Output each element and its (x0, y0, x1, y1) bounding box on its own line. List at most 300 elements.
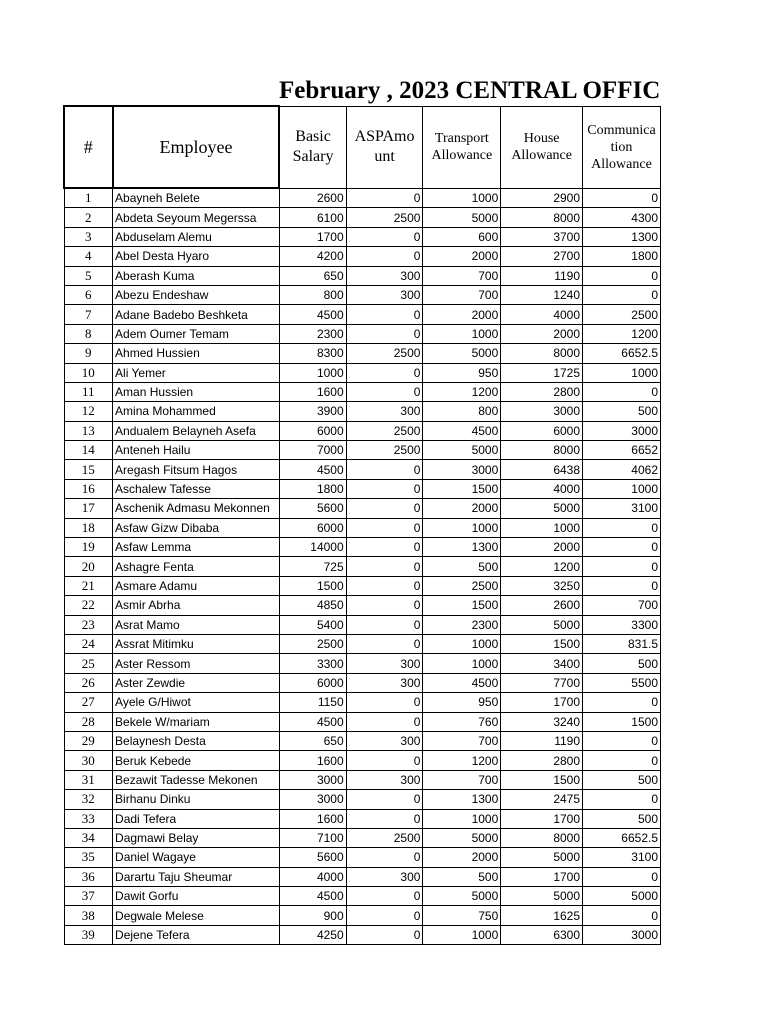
communication-allowance-cell: 1000 (583, 479, 661, 498)
row-number: 4 (64, 247, 113, 266)
asp-amount-cell: 0 (346, 305, 423, 324)
employee-name: Abezu Endeshaw (113, 285, 280, 304)
table-row (64, 615, 661, 634)
transport-allowance-cell: 700 (423, 266, 501, 285)
employee-name: Aster Ressom (113, 654, 280, 673)
table-row (64, 363, 661, 382)
table-row (64, 673, 661, 692)
header-employee: Employee (113, 106, 280, 188)
employee-name: Aberash Kuma (113, 266, 280, 285)
table-row (64, 925, 661, 944)
table-row (64, 790, 661, 809)
communication-allowance-cell: 2500 (583, 305, 661, 324)
house-allowance-cell: 2800 (501, 751, 583, 770)
house-allowance-cell: 3700 (501, 227, 583, 246)
house-allowance-cell: 6000 (501, 421, 583, 440)
header-basic-salary: Basic Salary (279, 106, 346, 188)
communication-allowance-cell: 0 (583, 731, 661, 750)
basic-salary-cell: 6000 (279, 518, 346, 537)
table-row (64, 421, 661, 440)
house-allowance-cell: 2800 (501, 382, 583, 401)
row-number: 33 (64, 809, 113, 828)
table-row (64, 828, 661, 847)
transport-allowance-cell: 1000 (423, 809, 501, 828)
asp-amount-cell: 0 (346, 693, 423, 712)
house-allowance-cell: 3250 (501, 576, 583, 595)
employee-name: Ahmed Hussien (113, 344, 280, 363)
basic-salary-cell: 4500 (279, 712, 346, 731)
employee-name: Daniel Wagaye (113, 848, 280, 867)
communication-allowance-cell: 500 (583, 402, 661, 421)
row-number: 5 (64, 266, 113, 285)
row-number: 24 (64, 634, 113, 653)
transport-allowance-cell: 1000 (423, 188, 501, 208)
table-row (64, 693, 661, 712)
employee-name: Andualem Belayneh Asefa (113, 421, 280, 440)
transport-allowance-cell: 1500 (423, 596, 501, 615)
row-number: 21 (64, 576, 113, 595)
basic-salary-cell: 1000 (279, 363, 346, 382)
employee-name: Abdeta Seyoum Megerssa (113, 208, 280, 227)
asp-amount-cell: 0 (346, 382, 423, 401)
table-row (64, 538, 661, 557)
transport-allowance-cell: 3000 (423, 460, 501, 479)
table-row (64, 809, 661, 828)
table-row (64, 751, 661, 770)
transport-allowance-cell: 1200 (423, 382, 501, 401)
table-row (64, 247, 661, 266)
asp-amount-cell: 0 (346, 460, 423, 479)
employee-name: Assrat Mitimku (113, 634, 280, 653)
transport-allowance-cell: 5000 (423, 887, 501, 906)
transport-allowance-cell: 1300 (423, 790, 501, 809)
communication-allowance-cell: 500 (583, 654, 661, 673)
employee-name: Amina Mohammed (113, 402, 280, 421)
transport-allowance-cell: 5000 (423, 208, 501, 227)
asp-amount-cell: 0 (346, 790, 423, 809)
table-row (64, 770, 661, 789)
communication-allowance-cell: 0 (583, 518, 661, 537)
table-row (64, 712, 661, 731)
transport-allowance-cell: 4500 (423, 421, 501, 440)
communication-allowance-cell: 500 (583, 809, 661, 828)
transport-allowance-cell: 500 (423, 557, 501, 576)
employee-name: Adem Oumer Temam (113, 324, 280, 343)
house-allowance-cell: 2000 (501, 538, 583, 557)
basic-salary-cell: 7100 (279, 828, 346, 847)
row-number: 26 (64, 673, 113, 692)
table-row (64, 324, 661, 343)
house-allowance-cell: 5000 (501, 848, 583, 867)
employee-name: Birhanu Dinku (113, 790, 280, 809)
header-communication-allowance: Communica tion Allowance (583, 106, 661, 188)
asp-amount-cell: 0 (346, 751, 423, 770)
row-number: 18 (64, 518, 113, 537)
asp-amount-cell: 0 (346, 188, 423, 208)
communication-allowance-cell: 0 (583, 285, 661, 304)
house-allowance-cell: 4000 (501, 305, 583, 324)
employee-name: Aster Zewdie (113, 673, 280, 692)
communication-allowance-cell: 0 (583, 751, 661, 770)
communication-allowance-cell: 5000 (583, 887, 661, 906)
basic-salary-cell: 4850 (279, 596, 346, 615)
employee-name: Asmir Abrha (113, 596, 280, 615)
row-number: 6 (64, 285, 113, 304)
house-allowance-cell: 2900 (501, 188, 583, 208)
header-transport-allowance: Transport Allowance (423, 106, 501, 188)
house-allowance-cell: 3240 (501, 712, 583, 731)
employee-name: Asfaw Lemma (113, 538, 280, 557)
house-allowance-cell: 1625 (501, 906, 583, 925)
row-number: 13 (64, 421, 113, 440)
basic-salary-cell: 3300 (279, 654, 346, 673)
asp-amount-cell: 0 (346, 925, 423, 944)
table-row (64, 848, 661, 867)
table-row (64, 518, 661, 537)
basic-salary-cell: 4500 (279, 887, 346, 906)
asp-amount-cell: 0 (346, 848, 423, 867)
transport-allowance-cell: 700 (423, 770, 501, 789)
house-allowance-cell: 5000 (501, 499, 583, 518)
row-number: 11 (64, 382, 113, 401)
basic-salary-cell: 1500 (279, 576, 346, 595)
transport-allowance-cell: 2000 (423, 247, 501, 266)
house-allowance-cell: 5000 (501, 887, 583, 906)
employee-name: Anteneh Hailu (113, 441, 280, 460)
employee-name: Beruk Kebede (113, 751, 280, 770)
employee-name: Dagmawi Belay (113, 828, 280, 847)
basic-salary-cell: 3900 (279, 402, 346, 421)
transport-allowance-cell: 2000 (423, 499, 501, 518)
employee-name: Abayneh Belete (113, 188, 280, 208)
table-row (64, 460, 661, 479)
asp-amount-cell: 300 (346, 266, 423, 285)
asp-amount-cell: 300 (346, 673, 423, 692)
asp-amount-cell: 2500 (346, 421, 423, 440)
asp-amount-cell: 2500 (346, 208, 423, 227)
employee-name: Ayele G/Hiwot (113, 693, 280, 712)
house-allowance-cell: 1500 (501, 634, 583, 653)
table-row (64, 654, 661, 673)
communication-allowance-cell: 6652.5 (583, 828, 661, 847)
basic-salary-cell: 2300 (279, 324, 346, 343)
communication-allowance-cell: 0 (583, 867, 661, 886)
communication-allowance-cell: 6652.5 (583, 344, 661, 363)
communication-allowance-cell: 3100 (583, 848, 661, 867)
communication-allowance-cell: 1500 (583, 712, 661, 731)
table-row (64, 208, 661, 227)
transport-allowance-cell: 950 (423, 363, 501, 382)
house-allowance-cell: 4000 (501, 479, 583, 498)
basic-salary-cell: 4200 (279, 247, 346, 266)
basic-salary-cell: 1600 (279, 382, 346, 401)
house-allowance-cell: 1500 (501, 770, 583, 789)
transport-allowance-cell: 2000 (423, 848, 501, 867)
table-row (64, 596, 661, 615)
row-number: 30 (64, 751, 113, 770)
employee-name: Aschenik Admasu Mekonnen (113, 499, 280, 518)
transport-allowance-cell: 600 (423, 227, 501, 246)
table-row (64, 266, 661, 285)
house-allowance-cell: 1700 (501, 809, 583, 828)
basic-salary-cell: 1800 (279, 479, 346, 498)
basic-salary-cell: 2500 (279, 634, 346, 653)
transport-allowance-cell: 950 (423, 693, 501, 712)
house-allowance-cell: 2475 (501, 790, 583, 809)
table-row (64, 305, 661, 324)
header-house-allowance: House Allowance (501, 106, 583, 188)
house-allowance-cell: 2700 (501, 247, 583, 266)
basic-salary-cell: 4500 (279, 460, 346, 479)
asp-amount-cell: 0 (346, 479, 423, 498)
communication-allowance-cell: 0 (583, 538, 661, 557)
row-number: 22 (64, 596, 113, 615)
transport-allowance-cell: 2000 (423, 305, 501, 324)
basic-salary-cell: 1700 (279, 227, 346, 246)
employee-name: Belaynesh Desta (113, 731, 280, 750)
house-allowance-cell: 1200 (501, 557, 583, 576)
basic-salary-cell: 4250 (279, 925, 346, 944)
basic-salary-cell: 2600 (279, 188, 346, 208)
row-number: 3 (64, 227, 113, 246)
employee-name: Asrat Mamo (113, 615, 280, 634)
row-number: 38 (64, 906, 113, 925)
basic-salary-cell: 900 (279, 906, 346, 925)
asp-amount-cell: 0 (346, 634, 423, 653)
transport-allowance-cell: 2500 (423, 576, 501, 595)
house-allowance-cell: 8000 (501, 344, 583, 363)
communication-allowance-cell: 831.5 (583, 634, 661, 653)
transport-allowance-cell: 1500 (423, 479, 501, 498)
communication-allowance-cell: 3000 (583, 925, 661, 944)
transport-allowance-cell: 1000 (423, 518, 501, 537)
header-number: # (64, 106, 113, 188)
employee-name: Aregash Fitsum Hagos (113, 460, 280, 479)
asp-amount-cell: 0 (346, 518, 423, 537)
basic-salary-cell: 650 (279, 731, 346, 750)
row-number: 25 (64, 654, 113, 673)
row-number: 31 (64, 770, 113, 789)
basic-salary-cell: 1600 (279, 751, 346, 770)
transport-allowance-cell: 500 (423, 867, 501, 886)
house-allowance-cell: 6438 (501, 460, 583, 479)
row-number: 36 (64, 867, 113, 886)
basic-salary-cell: 5400 (279, 615, 346, 634)
transport-allowance-cell: 800 (423, 402, 501, 421)
table-row (64, 285, 661, 304)
communication-allowance-cell: 0 (583, 266, 661, 285)
basic-salary-cell: 4500 (279, 305, 346, 324)
table-row (64, 557, 661, 576)
basic-salary-cell: 4000 (279, 867, 346, 886)
employee-name: Bekele W/mariam (113, 712, 280, 731)
asp-amount-cell: 0 (346, 227, 423, 246)
communication-allowance-cell: 3000 (583, 421, 661, 440)
asp-amount-cell: 0 (346, 906, 423, 925)
basic-salary-cell: 3000 (279, 770, 346, 789)
row-number: 1 (64, 188, 113, 208)
communication-allowance-cell: 0 (583, 188, 661, 208)
transport-allowance-cell: 1000 (423, 654, 501, 673)
transport-allowance-cell: 700 (423, 285, 501, 304)
transport-allowance-cell: 1300 (423, 538, 501, 557)
row-number: 7 (64, 305, 113, 324)
basic-salary-cell: 8300 (279, 344, 346, 363)
basic-salary-cell: 725 (279, 557, 346, 576)
house-allowance-cell: 1725 (501, 363, 583, 382)
transport-allowance-cell: 750 (423, 906, 501, 925)
employee-name: Abduselam Alemu (113, 227, 280, 246)
table-row (64, 382, 661, 401)
transport-allowance-cell: 1000 (423, 324, 501, 343)
row-number: 10 (64, 363, 113, 382)
basic-salary-cell: 1600 (279, 809, 346, 828)
asp-amount-cell: 0 (346, 576, 423, 595)
row-number: 2 (64, 208, 113, 227)
employee-name: Aschalew Tafesse (113, 479, 280, 498)
asp-amount-cell: 0 (346, 887, 423, 906)
payroll-table (63, 105, 661, 945)
asp-amount-cell: 300 (346, 654, 423, 673)
communication-allowance-cell: 1800 (583, 247, 661, 266)
asp-amount-cell: 300 (346, 731, 423, 750)
row-number: 37 (64, 887, 113, 906)
table-row (64, 479, 661, 498)
transport-allowance-cell: 5000 (423, 828, 501, 847)
row-number: 39 (64, 925, 113, 944)
communication-allowance-cell: 0 (583, 906, 661, 925)
basic-salary-cell: 1150 (279, 693, 346, 712)
basic-salary-cell: 3000 (279, 790, 346, 809)
asp-amount-cell: 0 (346, 247, 423, 266)
employee-name: Degwale Melese (113, 906, 280, 925)
asp-amount-cell: 0 (346, 538, 423, 557)
table-row (64, 441, 661, 460)
basic-salary-cell: 7000 (279, 441, 346, 460)
asp-amount-cell: 0 (346, 324, 423, 343)
asp-amount-cell: 0 (346, 809, 423, 828)
house-allowance-cell: 6300 (501, 925, 583, 944)
house-allowance-cell: 3400 (501, 654, 583, 673)
spreadsheet-page (63, 70, 661, 950)
asp-amount-cell: 0 (346, 596, 423, 615)
asp-amount-cell: 0 (346, 712, 423, 731)
basic-salary-cell: 650 (279, 266, 346, 285)
transport-allowance-cell: 2300 (423, 615, 501, 634)
communication-allowance-cell: 6652 (583, 441, 661, 460)
basic-salary-cell: 6000 (279, 673, 346, 692)
employee-name: Abel Desta Hyaro (113, 247, 280, 266)
house-allowance-cell: 1240 (501, 285, 583, 304)
asp-amount-cell: 0 (346, 557, 423, 576)
table-row (64, 576, 661, 595)
asp-amount-cell: 300 (346, 402, 423, 421)
asp-amount-cell: 0 (346, 363, 423, 382)
house-allowance-cell: 8000 (501, 441, 583, 460)
communication-allowance-cell: 0 (583, 790, 661, 809)
asp-amount-cell: 0 (346, 499, 423, 518)
asp-amount-cell: 300 (346, 285, 423, 304)
house-allowance-cell: 3000 (501, 402, 583, 421)
table-row (64, 402, 661, 421)
row-number: 14 (64, 441, 113, 460)
employee-name: Dejene Tefera (113, 925, 280, 944)
basic-salary-cell: 800 (279, 285, 346, 304)
basic-salary-cell: 14000 (279, 538, 346, 557)
asp-amount-cell: 300 (346, 867, 423, 886)
basic-salary-cell: 6000 (279, 421, 346, 440)
house-allowance-cell: 8000 (501, 208, 583, 227)
communication-allowance-cell: 0 (583, 576, 661, 595)
table-row (64, 887, 661, 906)
table-row (64, 867, 661, 886)
house-allowance-cell: 8000 (501, 828, 583, 847)
basic-salary-cell: 5600 (279, 499, 346, 518)
table-row (64, 499, 661, 518)
table-row (64, 227, 661, 246)
asp-amount-cell: 2500 (346, 344, 423, 363)
row-number: 35 (64, 848, 113, 867)
communication-allowance-cell: 4300 (583, 208, 661, 227)
house-allowance-cell: 5000 (501, 615, 583, 634)
table-row (64, 188, 661, 208)
transport-allowance-cell: 5000 (423, 441, 501, 460)
communication-allowance-cell: 1200 (583, 324, 661, 343)
communication-allowance-cell: 500 (583, 770, 661, 789)
basic-salary-cell: 6100 (279, 208, 346, 227)
transport-allowance-cell: 1000 (423, 925, 501, 944)
table-row (64, 906, 661, 925)
table-row (64, 731, 661, 750)
row-number: 34 (64, 828, 113, 847)
communication-allowance-cell: 0 (583, 557, 661, 576)
row-number: 23 (64, 615, 113, 634)
communication-allowance-cell: 0 (583, 693, 661, 712)
row-number: 19 (64, 538, 113, 557)
house-allowance-cell: 1700 (501, 693, 583, 712)
employee-name: Aman Hussien (113, 382, 280, 401)
table-row (64, 634, 661, 653)
transport-allowance-cell: 760 (423, 712, 501, 731)
communication-allowance-cell: 1300 (583, 227, 661, 246)
communication-allowance-cell: 0 (583, 382, 661, 401)
transport-allowance-cell: 4500 (423, 673, 501, 692)
communication-allowance-cell: 3300 (583, 615, 661, 634)
house-allowance-cell: 1190 (501, 266, 583, 285)
communication-allowance-cell: 5500 (583, 673, 661, 692)
communication-allowance-cell: 3100 (583, 499, 661, 518)
house-allowance-cell: 2000 (501, 324, 583, 343)
employee-name: Dawit Gorfu (113, 887, 280, 906)
house-allowance-cell: 2600 (501, 596, 583, 615)
employee-name: Bezawit Tadesse Mekonen (113, 770, 280, 789)
house-allowance-cell: 1190 (501, 731, 583, 750)
communication-allowance-cell: 1000 (583, 363, 661, 382)
row-number: 12 (64, 402, 113, 421)
employee-name: Asfaw Gizw Dibaba (113, 518, 280, 537)
table-row (64, 344, 661, 363)
asp-amount-cell: 2500 (346, 828, 423, 847)
employee-name: Dadi Tefera (113, 809, 280, 828)
asp-amount-cell: 2500 (346, 441, 423, 460)
row-number: 17 (64, 499, 113, 518)
header-asp-amount: ASPAmo unt (346, 106, 423, 188)
house-allowance-cell: 1000 (501, 518, 583, 537)
employee-name: Ali Yemer (113, 363, 280, 382)
asp-amount-cell: 0 (346, 615, 423, 634)
row-number: 15 (64, 460, 113, 479)
transport-allowance-cell: 1000 (423, 634, 501, 653)
